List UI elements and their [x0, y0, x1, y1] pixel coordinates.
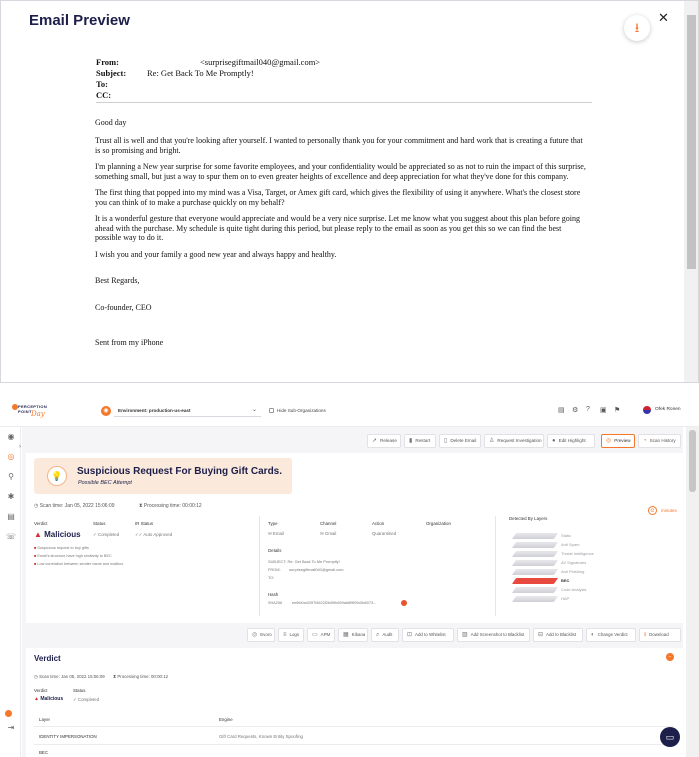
layer-code-analysis — [512, 587, 558, 593]
cc-label: CC: — [96, 90, 112, 100]
reason-item: ■ Suspicious request to buy gifts — [34, 546, 89, 550]
body-paragraph: Co-founder, CEO — [95, 303, 152, 312]
lightbulb-icon: 💡 — [47, 466, 67, 486]
logo-text: POINT — [18, 409, 32, 414]
to-label: To: — [96, 79, 108, 89]
timer-icon: ⏲ — [648, 506, 657, 515]
delete-email-button[interactable]: ▯ Delete Email — [439, 434, 481, 448]
logo-text: PERCEPTION — [18, 404, 48, 409]
chat-icon[interactable]: ▣ — [600, 407, 607, 414]
logs-icon: ≡ — [283, 632, 287, 638]
layer-anti-spam — [512, 542, 558, 548]
sidebar-expand-icon[interactable]: › — [19, 444, 21, 450]
check-icon: ✓ — [93, 532, 98, 537]
verdict-section-status-value: ✓ Completed — [73, 697, 100, 702]
verdict-label: Verdict — [34, 521, 48, 526]
layer-label: Anti Spam — [561, 542, 580, 547]
table-row-layer: BEC — [39, 750, 49, 755]
chevron-down-icon: ⌄ — [252, 407, 258, 413]
table-divider — [34, 726, 674, 727]
verdict-section-verdict-label: Verdict — [34, 688, 48, 693]
audit-button[interactable]: ⌕ Audit — [371, 628, 399, 642]
reason-item: ■ Low correlation between sender name and mailbox — [34, 562, 124, 566]
check-icon: ✓ — [73, 697, 78, 702]
hourglass-icon: ⧗ — [113, 674, 118, 679]
bullet-icon: ■ — [34, 546, 38, 550]
logo-script: Day — [31, 410, 45, 418]
double-check-icon: ✓✓ — [135, 532, 144, 537]
layer-label: BEC — [561, 578, 570, 583]
warning-icon: ▲ — [34, 696, 41, 702]
action-label: Action — [372, 521, 385, 526]
edit-highlight-button[interactable]: ● Edit Highlight — [547, 434, 595, 448]
modal-scrollbar-thumb[interactable] — [687, 15, 696, 269]
layer-hap — [512, 596, 558, 602]
body-paragraph: I wish you and your family a good new year and always happy and healthy. — [95, 250, 337, 259]
hash-value[interactable]: ee6fd0a420f7f4622f2b0f9b659ab8f9f09c5b6073... — [292, 601, 377, 605]
body-paragraph: I'm planning a New year surprise for some favorite employees, and your confidentiality would be appreciated so as not to ruin the impact of this surprise, something small, but just a way to spur them on to even greater heights of excellence and deep appreciation for what they've done for this company. — [95, 162, 586, 181]
download-icon: ⭳ — [644, 632, 647, 638]
scan-time: ◷ Scan time: Jan 05, 2022 15:06:09 — [34, 503, 115, 509]
add-to-whitelist-button[interactable]: ⊡ Add to Whitelist — [402, 628, 454, 642]
hide-sub-orgs-label: Hide Sub-Organizations — [277, 408, 326, 413]
details-label: Details — [268, 548, 282, 553]
from-label: From: — [96, 57, 119, 67]
body-paragraph: The first thing that popped into my mind was a Visa, Target, or Amex gift card, which gives the flexibility of using it anywhere. What's the closest store you can think of to make a purchase quickly on my behalf? — [95, 188, 581, 207]
user-name[interactable]: Ofek Ronen — [655, 407, 681, 412]
layer-label: Anti Phishing — [561, 569, 585, 574]
restart-icon: ▮ — [409, 438, 413, 444]
hash-prefix: SHA256 — [268, 601, 283, 605]
verdict-section-verdict-value: ▲ Malicious — [34, 696, 64, 702]
investigation-icon: ♙ — [489, 438, 495, 444]
minutes-label: minutes — [661, 508, 677, 513]
layer-label: Threat Intelligence — [561, 551, 594, 556]
layer-threat-intelligence — [512, 551, 558, 557]
trash-icon: ▯ — [444, 438, 448, 444]
processing-time: ⧗ Processing time: 00:00:12 — [139, 503, 202, 509]
alert-title: Suspicious Request For Buying Gift Cards. — [77, 466, 283, 477]
apm-button[interactable]: ▭ APM — [307, 628, 335, 642]
ir-status-label: IR Status — [135, 521, 154, 526]
restart-button[interactable]: ▮ Restart — [404, 434, 436, 448]
screenshot-icon: ▨ — [462, 632, 468, 638]
request-investigation-button[interactable]: ♙ Request Investigation — [484, 434, 544, 448]
hash-label: Hash — [268, 592, 279, 597]
perception-point-logo[interactable] — [12, 403, 58, 423]
status-value: ✓ Completed — [93, 532, 120, 537]
layer-label: Code Analysis — [561, 587, 587, 592]
verdict-value: ▲ Malicious — [34, 530, 81, 539]
subject-value: Re: Get Back To Me Promptly! — [147, 68, 254, 78]
scan-history-button[interactable]: ◔ Scan History — [638, 434, 681, 448]
preview-icon: ◎ — [606, 438, 612, 444]
bug-icon[interactable]: ✱ — [7, 492, 15, 501]
header-divider — [96, 102, 592, 103]
body-paragraph: It is a wonderful gesture that everyone would appreciate and would be a very nice surprise. Let me know what you suggest about this plan before going ahead with the purchase. My schedule is quite tight during this period, but please reply to the email as soon as you get this so we can find the best possible way to do it. — [95, 214, 580, 242]
environment-value: Environment: production-us-east — [118, 408, 191, 413]
layer-label: HAP — [561, 596, 570, 601]
layer-anti-phishing — [512, 569, 558, 575]
sidebar — [0, 427, 21, 757]
verdict-scan-time: ◷ Scan time: Jan 05, 2022 15:06:09 — [34, 674, 105, 679]
logout-icon[interactable]: ⇥ — [7, 723, 15, 732]
release-button[interactable]: ➚ Release — [367, 434, 401, 448]
close-button[interactable]: ✕ — [658, 10, 669, 25]
organization-label: Organization — [426, 521, 451, 526]
report-icon[interactable]: ▤ — [7, 512, 15, 521]
channel-label: Channel — [320, 521, 337, 526]
download-report-button[interactable]: ⭳ Download — [639, 628, 681, 642]
logs-button[interactable]: ≡ Logs — [278, 628, 304, 642]
flag-icon — [643, 406, 651, 414]
column-divider — [495, 516, 496, 616]
hide-sub-orgs-checkbox[interactable] — [269, 408, 274, 413]
verdict-card — [26, 648, 683, 757]
channel-value: ✉ Gmail — [320, 531, 337, 536]
blacklist-icon: ⊟ — [538, 632, 544, 638]
table-row-engine: Gift Card Requests, Known Entity Spoofing — [219, 734, 303, 739]
user-icon[interactable]: ⚲ — [8, 472, 14, 481]
eye-icon[interactable]: ◉ — [7, 432, 15, 441]
body-paragraph: Best Regards, — [95, 276, 140, 285]
body-paragraph: Sent from my iPhone — [95, 338, 164, 347]
hourglass-icon: ⧗ — [139, 503, 144, 509]
action-value: Quarantined — [372, 531, 397, 536]
add-screenshot-to-blacklist-button[interactable]: ▨ Add Screenshot to Blacklist — [457, 628, 530, 642]
type-label: Type — [268, 521, 278, 526]
preview-button[interactable]: ◎ Preview — [601, 434, 635, 448]
copy-icon[interactable] — [401, 600, 407, 606]
target-icon: ◎ — [252, 632, 258, 638]
reason-item: ■ Email's structure have high similarity to BEC — [34, 554, 112, 558]
column-divider — [259, 516, 260, 616]
details-to: TO: — [268, 575, 275, 580]
layer-label: AV Signatures — [561, 560, 587, 565]
environment-icon: ◉ — [101, 406, 111, 416]
table-divider — [34, 744, 674, 745]
add-to-blacklist-button[interactable]: ⊟ Add to Blacklist — [533, 628, 583, 642]
change-icon: ◐ — [591, 632, 595, 638]
warning-icon: ▲ — [34, 530, 45, 539]
type-value: ✉ Email — [268, 531, 284, 536]
layer-bec — [512, 578, 558, 584]
clock-icon: ◷ — [34, 674, 40, 679]
clock-icon: ◷ — [34, 503, 40, 509]
settings-icon[interactable]: ⚙ — [572, 407, 579, 414]
collapse-icon[interactable]: − — [666, 653, 674, 661]
verdict-section-title: Verdict — [34, 654, 61, 663]
status-label: Status — [93, 521, 106, 526]
support-icon[interactable]: ☏ — [6, 532, 17, 541]
details-from: FROM: surprisegiftmail040@gmail.com — [268, 567, 344, 572]
scan-icon[interactable]: ◎ — [7, 452, 15, 461]
evoro-button[interactable]: ◎ Evoro — [247, 628, 275, 642]
gmail-icon: ✉ — [320, 531, 325, 536]
change-verdict-button[interactable]: ◐ Change Verdict — [586, 628, 636, 642]
body-paragraph: Good day — [95, 118, 127, 127]
highlight-icon: ● — [552, 438, 556, 444]
bullet-icon: ■ — [34, 562, 38, 566]
release-icon: ➚ — [372, 438, 378, 444]
kibana-button[interactable]: ▦ Kibana — [338, 628, 368, 642]
mail-icon: ✉ — [268, 531, 273, 536]
status-dot-icon — [5, 710, 12, 717]
layer-av-signatures — [512, 560, 558, 566]
layer-column-header: Layer — [39, 717, 50, 722]
whitelist-icon: ⊡ — [407, 632, 413, 638]
subject-label: Subject: — [96, 68, 127, 78]
top-bar — [0, 397, 699, 427]
download-icon: ⭳ — [634, 20, 640, 35]
kibana-icon: ▦ — [343, 632, 349, 638]
help-icon[interactable]: ? — [586, 406, 590, 413]
app-scrollbar-thumb[interactable] — [689, 430, 696, 492]
layer-label: Static — [561, 533, 572, 538]
announcement-icon[interactable]: ⚑ — [614, 407, 621, 414]
table-row-layer: IDENTITY IMPERSONATION — [39, 734, 97, 739]
chat-support-icon[interactable]: ▭ — [660, 727, 680, 747]
verdict-section-status-label: Status — [73, 688, 86, 693]
modal-title: Email Preview — [29, 12, 130, 29]
layer-static — [512, 533, 558, 539]
verdict-processing-time: ⧗ Processing time: 00:00:12 — [113, 674, 169, 679]
bullet-icon: ■ — [34, 554, 38, 558]
document-icon[interactable]: ▤ — [558, 407, 565, 414]
detected-by-label: Detected By Layers — [509, 516, 548, 521]
alert-subtitle: Possible BEC Attempt — [78, 480, 132, 486]
audit-icon: ⌕ — [376, 632, 380, 638]
history-icon: ◔ — [643, 438, 647, 444]
environment-select[interactable] — [114, 405, 261, 417]
download-button[interactable] — [624, 15, 650, 41]
engine-column-header: Engine — [219, 717, 233, 722]
body-paragraph: Trust all is well and that you're looking after yourself. I wanted to personally thank you for your commitment and hard work that is creating a future that is so promising and bright. — [95, 136, 583, 155]
details-subject: SUBJECT: Re: Get Back To Me Promptly! — [268, 559, 340, 564]
monitor-icon: ▭ — [312, 632, 318, 638]
from-value: <surprisegiftmail040@gmail.com> — [200, 57, 321, 67]
ir-status-value: ✓✓ Auto Approved — [135, 532, 173, 537]
app-top-padding — [0, 383, 699, 397]
